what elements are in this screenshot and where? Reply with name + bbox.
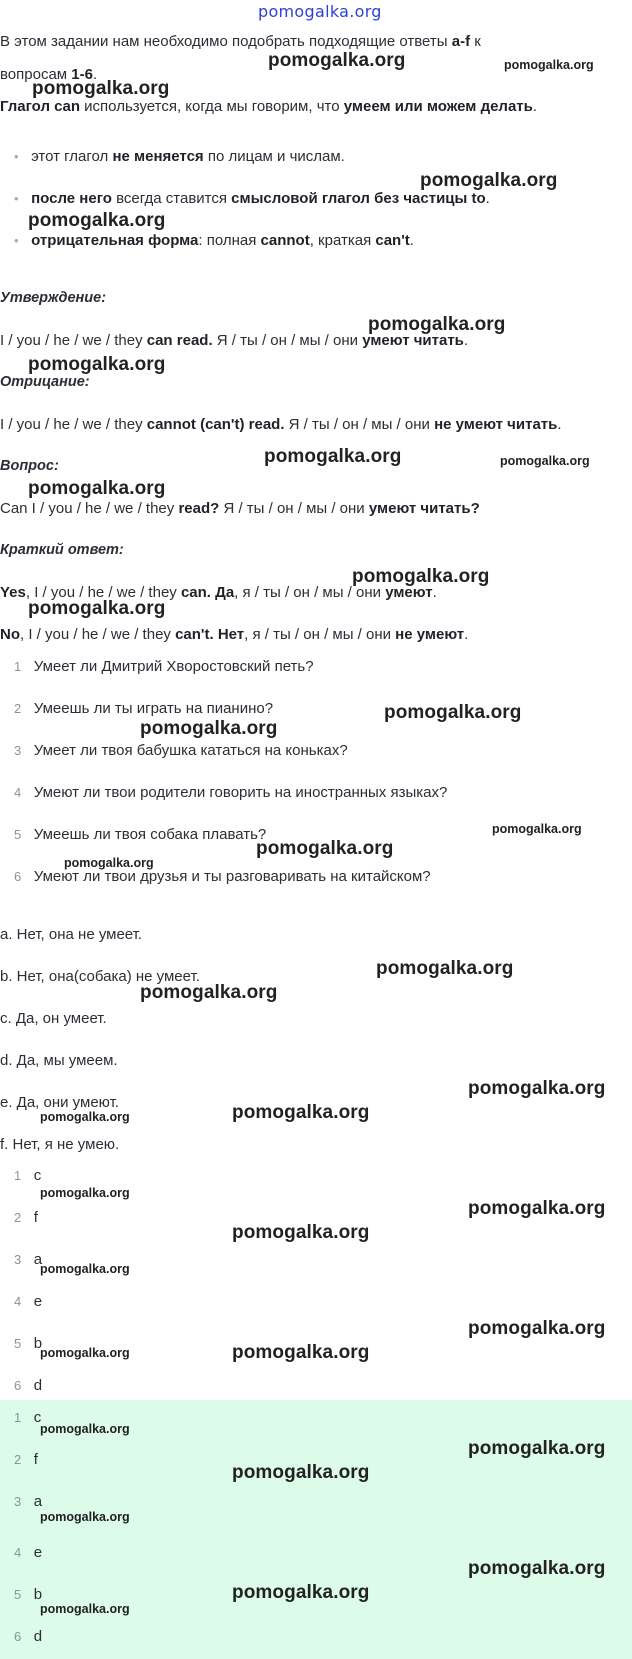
answer-option: d. Да, мы умеем. (0, 1052, 118, 1069)
watermark: pomogalka.org (268, 50, 406, 71)
watermark: pomogalka.org (468, 1318, 606, 1339)
watermark: pomogalka.org (492, 822, 582, 836)
watermark: pomogalka.org (468, 1198, 606, 1219)
watermark: pomogalka.org (504, 58, 594, 72)
header-watermark: pomogalka.org (258, 2, 382, 21)
watermark: pomogalka.org (64, 856, 154, 870)
watermark: pomogalka.org (352, 566, 490, 587)
match-item: 5 b (14, 1335, 43, 1352)
watermark: pomogalka.org (28, 478, 166, 499)
watermark: pomogalka.org (40, 1262, 130, 1276)
watermark: pomogalka.org (40, 1602, 130, 1616)
question-item: 2 Умеешь ли ты играть на пианино? (14, 700, 274, 717)
short-no-line: No, I / you / he / we / they can't. Нет, я / ты / он / мы / они не умеют. (0, 626, 469, 643)
answer-option: a. Нет, она не умеет. (0, 926, 143, 943)
bullet-3: • отрицательная форма: полная cannot, краткая can't. (14, 232, 414, 249)
watermark: pomogalka.org (28, 210, 166, 231)
watermark: pomogalka.org (40, 1186, 130, 1200)
watermark: pomogalka.org (40, 1510, 130, 1524)
watermark: pomogalka.org (232, 1222, 370, 1243)
affirmative-title: Утверждение: (0, 290, 107, 306)
watermark: pomogalka.org (40, 1422, 130, 1436)
final-answer-item: 2 f (14, 1451, 38, 1468)
watermark: pomogalka.org (40, 1110, 130, 1124)
intro-line-2: вопросам 1-6. (0, 66, 98, 83)
bullet-1: • этот глагол не меняется по лицам и числам. (14, 148, 345, 165)
final-answer-item: 5 b (14, 1586, 43, 1603)
watermark: pomogalka.org (28, 598, 166, 619)
watermark: pomogalka.org (232, 1582, 370, 1603)
final-answer-item: 6 d (14, 1628, 43, 1645)
watermark: pomogalka.org (140, 718, 278, 739)
question-title: Вопрос: (0, 458, 59, 474)
negative-line: I / you / he / we / they cannot (can't) read. Я / ты / он / мы / они не умеют читать. (0, 416, 562, 433)
watermark: pomogalka.org (500, 454, 590, 468)
watermark: pomogalka.org (140, 982, 278, 1003)
question-line: Can I / you / he / we / they read? Я / ты / он / мы / они умеют читать? (0, 500, 480, 517)
question-item: 5 Умеешь ли твоя собака плавать? (14, 826, 267, 843)
question-item: 3 Умеет ли твоя бабушка кататься на коньках? (14, 742, 348, 759)
question-item: 4 Умеют ли твои родители говорить на иностранных языках? (14, 784, 448, 801)
watermark: pomogalka.org (420, 170, 558, 191)
watermark: pomogalka.org (232, 1102, 370, 1123)
bullet-2: • после него всегда ставится смысловой глагол без частицы to. (14, 190, 490, 207)
match-item: 1 c (14, 1167, 42, 1184)
watermark: pomogalka.org (368, 314, 506, 335)
watermark: pomogalka.org (384, 702, 522, 723)
negative-title: Отрицание: (0, 374, 90, 390)
watermark: pomogalka.org (40, 1346, 130, 1360)
short-answer-title: Краткий ответ: (0, 542, 124, 558)
rule-line: Глагол can используется, когда мы говорим, что умеем или можем делать. (0, 98, 538, 115)
match-item: 3 a (14, 1251, 43, 1268)
final-answer-item: 4 e (14, 1544, 43, 1561)
watermark: pomogalka.org (28, 354, 166, 375)
question-item: 1 Умеет ли Дмитрий Хворостовский петь? (14, 658, 314, 675)
answer-option: c. Да, он умеет. (0, 1010, 107, 1027)
answer-option: e. Да, они умеют. (0, 1094, 119, 1111)
watermark: pomogalka.org (468, 1078, 606, 1099)
answer-option: f. Нет, я не умею. (0, 1136, 120, 1153)
watermark: pomogalka.org (264, 446, 402, 467)
match-item: 6 d (14, 1377, 43, 1394)
affirmative-line: I / you / he / we / they can read. Я / ты / он / мы / они умеют читать. (0, 332, 469, 349)
answer-option: b. Нет, она(собака) не умеет. (0, 968, 200, 985)
watermark: pomogalka.org (376, 958, 514, 979)
watermark: pomogalka.org (468, 1438, 606, 1459)
watermark: pomogalka.org (232, 1462, 370, 1483)
watermark: pomogalka.org (256, 838, 394, 859)
question-item: 6 Умеют ли твои друзья и ты разговаривать на китайском? (14, 868, 431, 885)
short-yes-line: Yes, I / you / he / we / they can. Да, я / ты / он / мы / они умеют. (0, 584, 437, 601)
intro-line-1: В этом задании нам необходимо подобрать подходящие ответы a-f к (0, 33, 481, 50)
final-answer-item: 1 c (14, 1409, 42, 1426)
watermark: pomogalka.org (232, 1342, 370, 1363)
match-item: 2 f (14, 1209, 38, 1226)
final-answer-item: 3 a (14, 1493, 43, 1510)
match-item: 4 e (14, 1293, 43, 1310)
watermark: pomogalka.org (468, 1558, 606, 1579)
watermark: pomogalka.org (32, 78, 170, 99)
